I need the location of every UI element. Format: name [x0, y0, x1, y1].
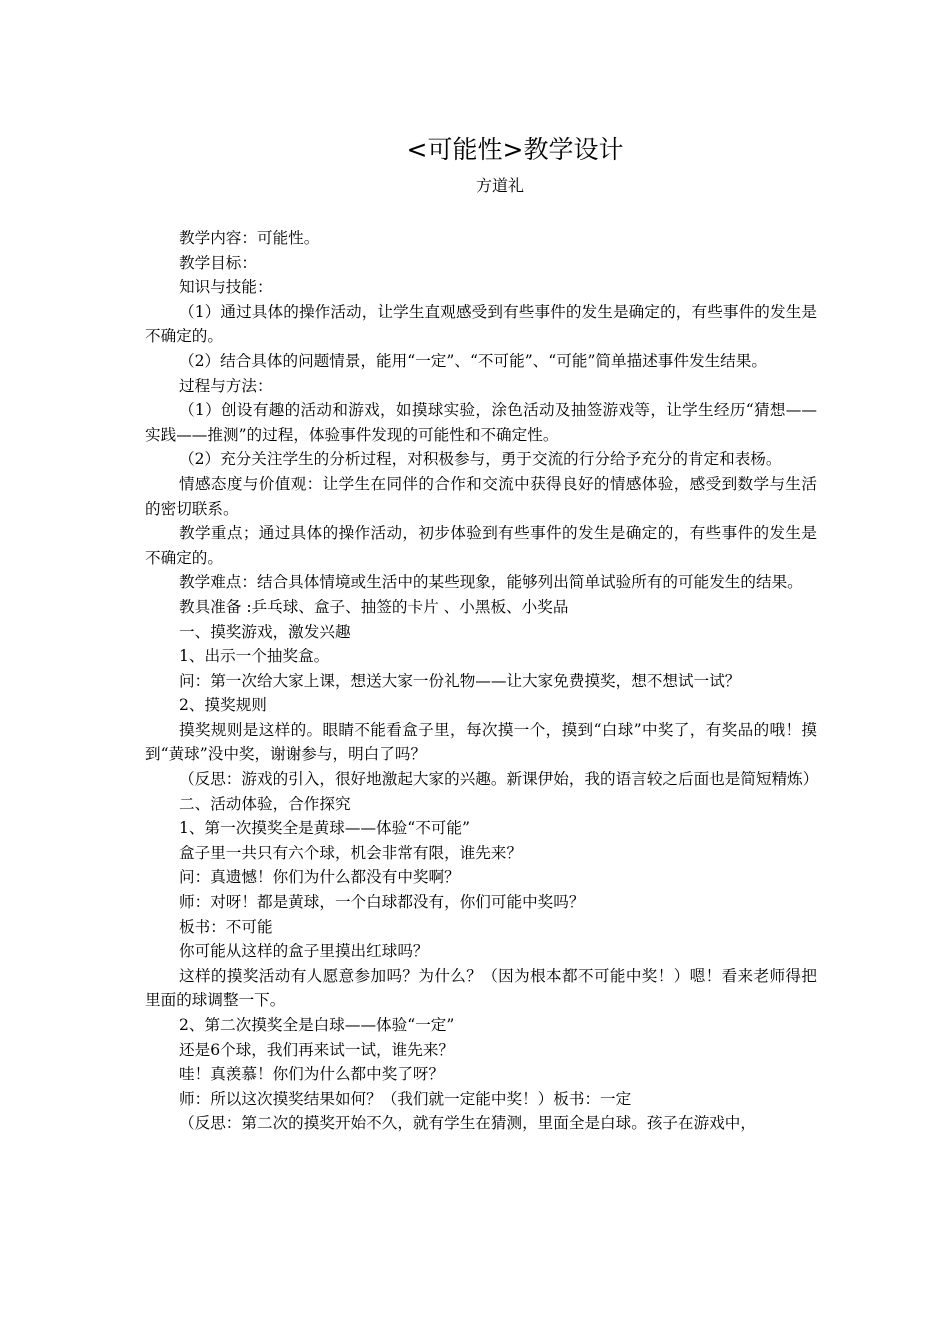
paragraph: 还是6个球，我们再来试一试，谁先来？	[179, 1040, 455, 1059]
paragraph: 这样的摸奖活动有人愿意参加吗？为什么？（因为根本都不可能中奖！）嗯！看来老师得把里面的球调整一下。	[145, 966, 817, 1010]
document-author: 方道礼	[475, 176, 524, 195]
paragraph: 摸奖规则是这样的。眼睛不能看盒子里，每次摸一个，摸到“白球”中奖了，有奖品的哦！摸到“黄球”没中奖，谢谢参与，明白了吗？	[145, 720, 817, 764]
paragraph: 教学难点：结合具体情境或生活中的某些现象，能够列出简单试验所有的可能发生的结果。	[179, 573, 803, 592]
paragraph: 哇！真羡慕！你们为什么都中奖了呀？	[179, 1065, 445, 1084]
paragraph: （2）结合具体的问题情景，能用“一定”、“不可能”、“可能”简单描述事件发生结果。	[179, 351, 767, 370]
paragraph: 问：真遗憾！你们为什么都没有中奖啊？	[179, 868, 460, 887]
paragraph: （反思：游戏的引入，很好地激起大家的兴趣。新课伊始，我的语言较之后面也是简短精炼）	[179, 770, 819, 789]
paragraph: 你可能从这样的盒子里摸出红球吗？	[179, 942, 429, 961]
paragraph: 2、摸奖规则	[179, 696, 267, 715]
paragraph: 情感态度与价值观：让学生在同伴的合作和交流中获得良好的情感体验，感受到数学与生活的密切联系。	[145, 474, 817, 518]
paragraph: 教学目标：	[179, 253, 257, 272]
paragraph: 知识与技能：	[179, 278, 273, 297]
paragraph: 二、活动体验，合作探究	[179, 794, 351, 813]
paragraph: 师：对呀！都是黄球，一个白球都没有，你们可能中奖吗？	[179, 893, 585, 912]
document-body	[145, 226, 817, 1136]
paragraph: 师：所以这次摸奖结果如何？（我们就一定能中奖！）板书：一定	[179, 1089, 632, 1108]
document-title: <可能性>教学设计	[406, 135, 624, 164]
paragraph: （1）通过具体的操作活动，让学生直观感受到有些事件的发生是确定的，有些事件的发生是不确定的。	[145, 302, 817, 346]
paragraph: 教学重点；通过具体的操作活动，初步体验到有些事件的发生是确定的，有些事件的发生是不确定的。	[145, 524, 817, 567]
paragraph: 教学内容：可能性。	[179, 229, 320, 247]
paragraph: 1、第一次摸奖全是黄球——体验“不可能”	[179, 819, 470, 838]
paragraph: 板书：不可能	[179, 917, 273, 936]
paragraph: 盒子里一共只有六个球，机会非常有限，谁先来？	[179, 843, 523, 862]
paragraph: 教具准备 :乒乓球、盒子、抽签的卡片 、小黑板、小奖品	[179, 597, 569, 616]
paragraph: 1、出示一个抽奖盒。	[179, 647, 330, 666]
paragraph: （反思：第二次的摸奖开始不久，就有学生在猜测，里面全是白球。孩子在游戏中，	[179, 1114, 756, 1133]
paragraph: 过程与方法：	[179, 376, 273, 395]
paragraph: 问：第一次给大家上课，想送大家一份礼物——让大家免费摸奖，想不想试一试？	[179, 671, 741, 690]
paragraph: 2、第二次摸奖全是白球——体验“一定”	[179, 1016, 455, 1034]
paragraph: （2）充分关注学生的分析过程，对积极参与，勇于交流的行分给予充分的肯定和表杨。	[179, 450, 782, 469]
paragraph: （1）创设有趣的活动和游戏，如摸球实验，涂色活动及抽签游戏等，让学生经历“猜想——实践——推测”的过程，体验事件发现的可能性和不确定性。	[145, 401, 817, 444]
paragraph: 一、摸奖游戏，激发兴趣	[179, 622, 351, 641]
